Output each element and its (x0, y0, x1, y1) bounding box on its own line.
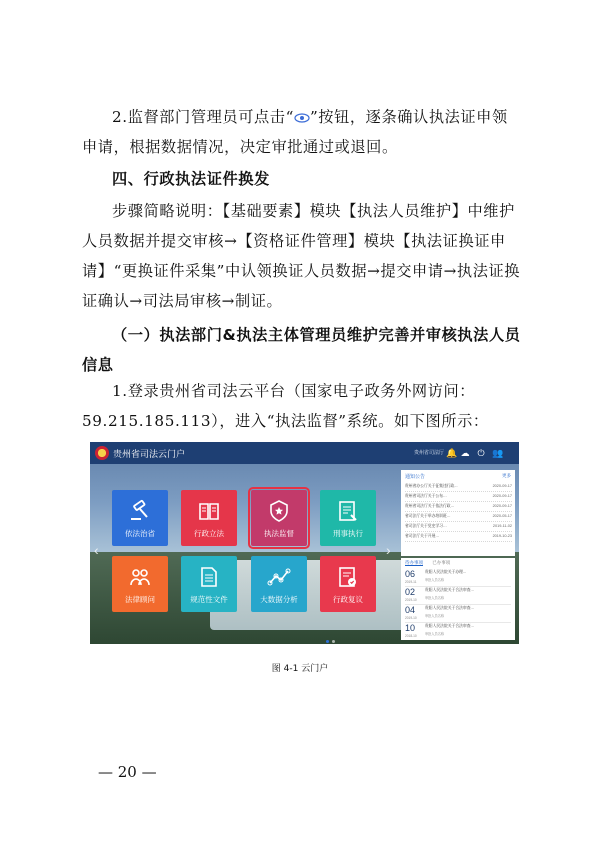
waterfall-shape (210, 560, 410, 630)
todo-day: 06 (405, 569, 416, 579)
todo-item[interactable] (405, 622, 511, 640)
app-title: 贵州省司法云门户 (113, 449, 186, 459)
todo-month: 2018-10 (405, 634, 417, 638)
notice-text: 贵州省办公厅关于征集违行政... (405, 484, 458, 488)
todo-item[interactable] (405, 604, 511, 623)
tile-label: 行政复议 (333, 595, 363, 604)
notice-text: 省司法厅关于开展… (405, 534, 440, 538)
tab-todo[interactable]: 待办事项 (405, 560, 423, 565)
paragraph-approve-part1: 2.监督部门管理员可点击“ (112, 108, 294, 126)
notice-panel (401, 470, 515, 556)
notice-item[interactable] (405, 532, 512, 542)
carousel-dot[interactable] (332, 640, 335, 643)
todo-title: 贵阳人民法院关于办理... (425, 570, 467, 574)
todo-title: 贵阳人民法院关于合法审查... (425, 624, 474, 628)
paragraph-approve (82, 102, 522, 162)
user-name[interactable]: 贵州省司法厅 (414, 450, 445, 456)
file-icon (197, 565, 221, 589)
todo-month: 2019-10 (405, 616, 417, 620)
todo-sub: 审批人员名称 (425, 596, 445, 600)
tile-label: 法律顾问 (125, 595, 155, 604)
paragraph-login: 1.登录贵州省司法云平台（国家电子政务外网访问：59.215.185.113），进入“执法监督”系统。如下图所示： (82, 382, 489, 430)
todo-day: 02 (405, 587, 416, 597)
todo-month: 2019-10 (405, 598, 417, 602)
todo-tabs (405, 560, 450, 566)
tile-administrative-review[interactable] (320, 556, 376, 612)
tile-legal-advisor[interactable] (112, 556, 168, 612)
emblem-icon (95, 446, 109, 460)
cloud-icon[interactable]: ☁ (460, 448, 470, 458)
todo-item[interactable] (405, 568, 511, 587)
tile-big-data[interactable] (251, 556, 307, 612)
page-number: — 20 — (98, 763, 157, 781)
section-heading: 四、行政执法证件换发 (112, 170, 270, 188)
tile-label: 依法治省 (125, 529, 155, 538)
tile-label: 执法监督 (264, 529, 294, 538)
subsection-heading: （一）执法部门&执法主体管理员维护完善并审核执法人员信息 (82, 326, 521, 374)
book-icon (197, 499, 221, 523)
todo-month: 2019-11 (405, 580, 417, 584)
notice-date: 2020-05-17 (492, 514, 512, 518)
tile-legislation[interactable] (181, 490, 237, 546)
paragraph-steps: 步骤简略说明：【基础要素】模块【执法人员维护】中维护人员数据并提交审核→【资格证件管理】模块【执法证换证申请】“更换证件采集”中认领换证人员数据→提交申请→执法证换证确认→司法局审核→制证。 (82, 202, 521, 310)
todo-sub: 审批人员名称 (425, 614, 445, 618)
figure-caption: 图 4-1 云门户 (271, 664, 329, 674)
carousel-dot[interactable] (326, 640, 329, 643)
notice-text: 贵州省司法厅关于公布… (405, 494, 447, 498)
tab-done[interactable]: 已办事项 (432, 560, 451, 565)
notice-text: 贵州省司法厅关于依法行政… (405, 504, 455, 508)
notice-text: 省司法厅关于党史学习… (405, 524, 447, 528)
notice-item[interactable] (405, 522, 512, 532)
paragraph-approve-part2: ”按钮，逐条确认执法证申领申请，根据数据情况，决定审批通过或退回。 (82, 108, 508, 156)
carousel-prev-icon[interactable]: ‹ (94, 542, 99, 558)
notice-item[interactable] (405, 492, 512, 502)
todo-panel (401, 558, 515, 640)
people-icon (128, 565, 152, 589)
notice-text: 省司法厅关于举办培训班… (405, 514, 451, 518)
tile-criminal-execution[interactable] (320, 490, 376, 546)
carousel-dots (326, 630, 338, 644)
tile-label: 刑事执行 (333, 529, 363, 538)
notice-item[interactable] (405, 482, 512, 492)
todo-sub: 审批人员名称 (425, 632, 445, 636)
tile-label: 行政立法 (194, 529, 224, 538)
notice-date: 2019-10-23 (492, 534, 512, 538)
gavel-icon (128, 499, 152, 523)
user-icon[interactable]: 👥 (492, 448, 504, 458)
tile-normative-documents[interactable] (181, 556, 237, 612)
tile-label: 规范性文件 (190, 595, 228, 604)
notice-date: 2020-09-17 (492, 504, 512, 508)
notice-more-link[interactable]: 更多 (502, 473, 511, 478)
review-icon (336, 565, 360, 589)
power-icon[interactable]: ⏻ (477, 448, 485, 458)
notice-date: 2020-09-17 (492, 484, 512, 488)
bell-icon[interactable]: 🔔 (446, 448, 458, 458)
carousel-next-icon[interactable]: › (386, 542, 391, 558)
todo-day: 10 (405, 623, 416, 633)
todo-item[interactable] (405, 586, 511, 605)
notice-item[interactable] (405, 512, 512, 522)
todo-title: 贵阳人民法院关于合法审查... (425, 606, 474, 610)
document-icon (336, 499, 360, 523)
chart-icon (267, 565, 291, 589)
todo-sub: 审批人员名称 (425, 578, 445, 582)
top-bar (90, 442, 519, 464)
tile-label: 大数据分析 (260, 595, 298, 604)
todo-title: 贵阳人民法院关于合法审查... (425, 588, 474, 592)
badge-icon (267, 499, 291, 523)
todo-day: 04 (405, 605, 416, 615)
eye-icon (294, 113, 310, 123)
notice-date: 2020-09-17 (492, 494, 512, 498)
notice-date: 2019-11-02 (492, 524, 512, 528)
tile-law-enforcement-supervision[interactable] (251, 490, 307, 546)
notice-item[interactable] (405, 502, 512, 512)
tile-rule-of-law[interactable] (112, 490, 168, 546)
notice-title: 通知公告 (405, 474, 426, 480)
portal-screenshot (90, 442, 519, 644)
